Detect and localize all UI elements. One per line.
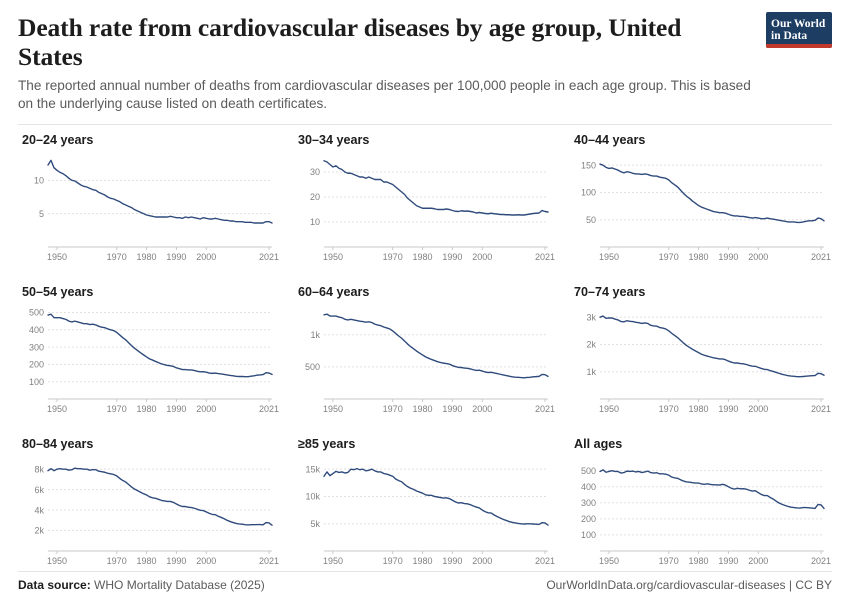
svg-text:1970: 1970 <box>106 403 127 414</box>
svg-text:2021: 2021 <box>534 555 556 566</box>
chart-plot-area[interactable] <box>18 149 280 267</box>
chart-panel-title: ≥85 years <box>298 436 356 451</box>
svg-text:1k: 1k <box>586 366 596 377</box>
svg-text:1990: 1990 <box>718 555 739 566</box>
footer-divider <box>18 571 832 572</box>
svg-text:2000: 2000 <box>472 251 493 262</box>
svg-text:1970: 1970 <box>382 251 403 262</box>
chart-panel <box>294 133 556 283</box>
svg-text:1k: 1k <box>310 329 320 340</box>
svg-text:1950: 1950 <box>46 555 67 566</box>
footer <box>18 571 832 592</box>
series-line <box>324 161 548 215</box>
svg-text:4k: 4k <box>34 505 44 516</box>
svg-text:5: 5 <box>38 208 44 219</box>
svg-text:100: 100 <box>580 529 596 540</box>
svg-text:5k: 5k <box>310 518 320 529</box>
chart-panel <box>570 437 832 587</box>
svg-text:500: 500 <box>304 361 320 372</box>
svg-text:1980: 1980 <box>688 403 709 414</box>
svg-text:1970: 1970 <box>106 555 127 566</box>
chart-panel <box>294 437 556 587</box>
svg-text:200: 200 <box>28 359 44 370</box>
chart-panel-title: 30–34 years <box>298 132 370 147</box>
svg-text:400: 400 <box>580 481 596 492</box>
svg-text:1950: 1950 <box>46 251 67 262</box>
svg-text:2000: 2000 <box>196 555 217 566</box>
chart-panel-title: 20–24 years <box>22 132 94 147</box>
svg-text:1990: 1990 <box>718 403 739 414</box>
svg-text:1950: 1950 <box>322 251 343 262</box>
header-divider <box>18 124 832 125</box>
chart-panel-title: All ages <box>574 436 623 451</box>
svg-text:1980: 1980 <box>412 251 433 262</box>
svg-text:1990: 1990 <box>442 251 463 262</box>
svg-text:30: 30 <box>309 166 320 177</box>
svg-text:1970: 1970 <box>106 251 127 262</box>
page-subtitle: The reported annual number of deaths from cardiovascular diseases per 100,000 people in each age group. This is based on the underlying cause listed on death certificates. <box>18 78 751 112</box>
svg-text:1990: 1990 <box>718 251 739 262</box>
svg-text:1950: 1950 <box>46 403 67 414</box>
footer-attribution[interactable]: OurWorldInData.org/cardiovascular-diseases | CC BY <box>546 578 832 592</box>
svg-text:2000: 2000 <box>472 555 493 566</box>
svg-text:8k: 8k <box>34 464 44 475</box>
svg-text:300: 300 <box>28 342 44 353</box>
series-line <box>600 316 824 377</box>
svg-text:2000: 2000 <box>748 555 769 566</box>
chart-plot-area[interactable] <box>18 453 280 571</box>
data-source-value: WHO Mortality Database (2025) <box>94 578 265 592</box>
svg-text:500: 500 <box>580 465 596 476</box>
svg-text:1990: 1990 <box>166 251 187 262</box>
svg-text:50: 50 <box>585 214 596 225</box>
svg-text:1980: 1980 <box>136 403 157 414</box>
svg-text:1950: 1950 <box>322 555 343 566</box>
svg-text:1950: 1950 <box>598 251 619 262</box>
svg-text:2021: 2021 <box>258 251 280 262</box>
svg-text:100: 100 <box>28 376 44 387</box>
chart-panel-title: 60–64 years <box>298 284 370 299</box>
owid-logo[interactable] <box>766 12 832 48</box>
svg-text:1950: 1950 <box>322 403 343 414</box>
chart-plot-area[interactable] <box>294 301 556 419</box>
svg-text:2000: 2000 <box>196 251 217 262</box>
small-multiples-grid <box>18 133 832 587</box>
svg-text:1970: 1970 <box>658 251 679 262</box>
page-title: Death rate from cardiovascular diseases by age group, United States <box>18 13 682 71</box>
svg-text:1980: 1980 <box>688 251 709 262</box>
svg-text:2000: 2000 <box>748 251 769 262</box>
owid-logo-line1: Our World <box>771 17 826 30</box>
chart-plot-area[interactable] <box>570 453 832 571</box>
svg-text:2021: 2021 <box>810 251 832 262</box>
svg-text:2k: 2k <box>586 339 596 350</box>
svg-text:10: 10 <box>33 175 44 186</box>
svg-text:3k: 3k <box>586 312 596 323</box>
svg-text:2k: 2k <box>34 525 44 536</box>
svg-text:1990: 1990 <box>442 555 463 566</box>
owid-logo-line2: in Data <box>771 30 808 42</box>
chart-panel <box>570 133 832 283</box>
svg-text:1990: 1990 <box>442 403 463 414</box>
chart-panel <box>18 285 280 435</box>
svg-text:2021: 2021 <box>258 555 280 566</box>
svg-text:6k: 6k <box>34 484 44 495</box>
chart-panel <box>294 285 556 435</box>
svg-text:1950: 1950 <box>598 555 619 566</box>
data-source-label: Data source: <box>18 578 91 592</box>
chart-panel-title: 40–44 years <box>574 132 646 147</box>
svg-text:1980: 1980 <box>688 555 709 566</box>
svg-text:10k: 10k <box>305 491 320 502</box>
series-line <box>48 468 272 525</box>
svg-text:1970: 1970 <box>658 555 679 566</box>
svg-text:1970: 1970 <box>382 555 403 566</box>
svg-text:300: 300 <box>580 497 596 508</box>
chart-plot-area[interactable] <box>294 453 556 571</box>
svg-text:10: 10 <box>309 216 320 227</box>
svg-text:1980: 1980 <box>136 251 157 262</box>
series-line <box>48 314 272 376</box>
svg-text:1990: 1990 <box>166 403 187 414</box>
chart-plot-area[interactable] <box>294 149 556 267</box>
svg-text:2021: 2021 <box>258 403 280 414</box>
svg-text:100: 100 <box>580 187 596 198</box>
series-line <box>600 164 824 222</box>
svg-text:2000: 2000 <box>748 403 769 414</box>
svg-text:1950: 1950 <box>598 403 619 414</box>
chart-panel-title: 50–54 years <box>22 284 94 299</box>
chart-panel-title: 80–84 years <box>22 436 94 451</box>
data-source <box>18 578 265 592</box>
svg-text:1990: 1990 <box>166 555 187 566</box>
header <box>18 14 832 114</box>
svg-text:2000: 2000 <box>196 403 217 414</box>
svg-text:1970: 1970 <box>382 403 403 414</box>
series-line <box>324 314 548 378</box>
svg-text:2021: 2021 <box>810 555 832 566</box>
svg-text:1980: 1980 <box>412 403 433 414</box>
chart-plot-area[interactable] <box>570 149 832 267</box>
svg-text:2000: 2000 <box>472 403 493 414</box>
chart-panel <box>18 437 280 587</box>
chart-plot-area[interactable] <box>18 301 280 419</box>
svg-text:200: 200 <box>580 513 596 524</box>
chart-panel-title: 70–74 years <box>574 284 646 299</box>
chart-panel <box>570 285 832 435</box>
chart-panel <box>18 133 280 283</box>
svg-text:400: 400 <box>28 324 44 335</box>
svg-text:1970: 1970 <box>658 403 679 414</box>
svg-text:20: 20 <box>309 191 320 202</box>
owid-logo-accent-bar <box>766 44 832 48</box>
svg-text:1980: 1980 <box>412 555 433 566</box>
chart-plot-area[interactable] <box>570 301 832 419</box>
svg-text:2021: 2021 <box>810 403 832 414</box>
svg-text:500: 500 <box>28 307 44 318</box>
svg-text:1980: 1980 <box>136 555 157 566</box>
svg-text:150: 150 <box>580 160 596 171</box>
svg-text:15k: 15k <box>305 464 320 475</box>
svg-text:2021: 2021 <box>534 403 556 414</box>
svg-text:2021: 2021 <box>534 251 556 262</box>
